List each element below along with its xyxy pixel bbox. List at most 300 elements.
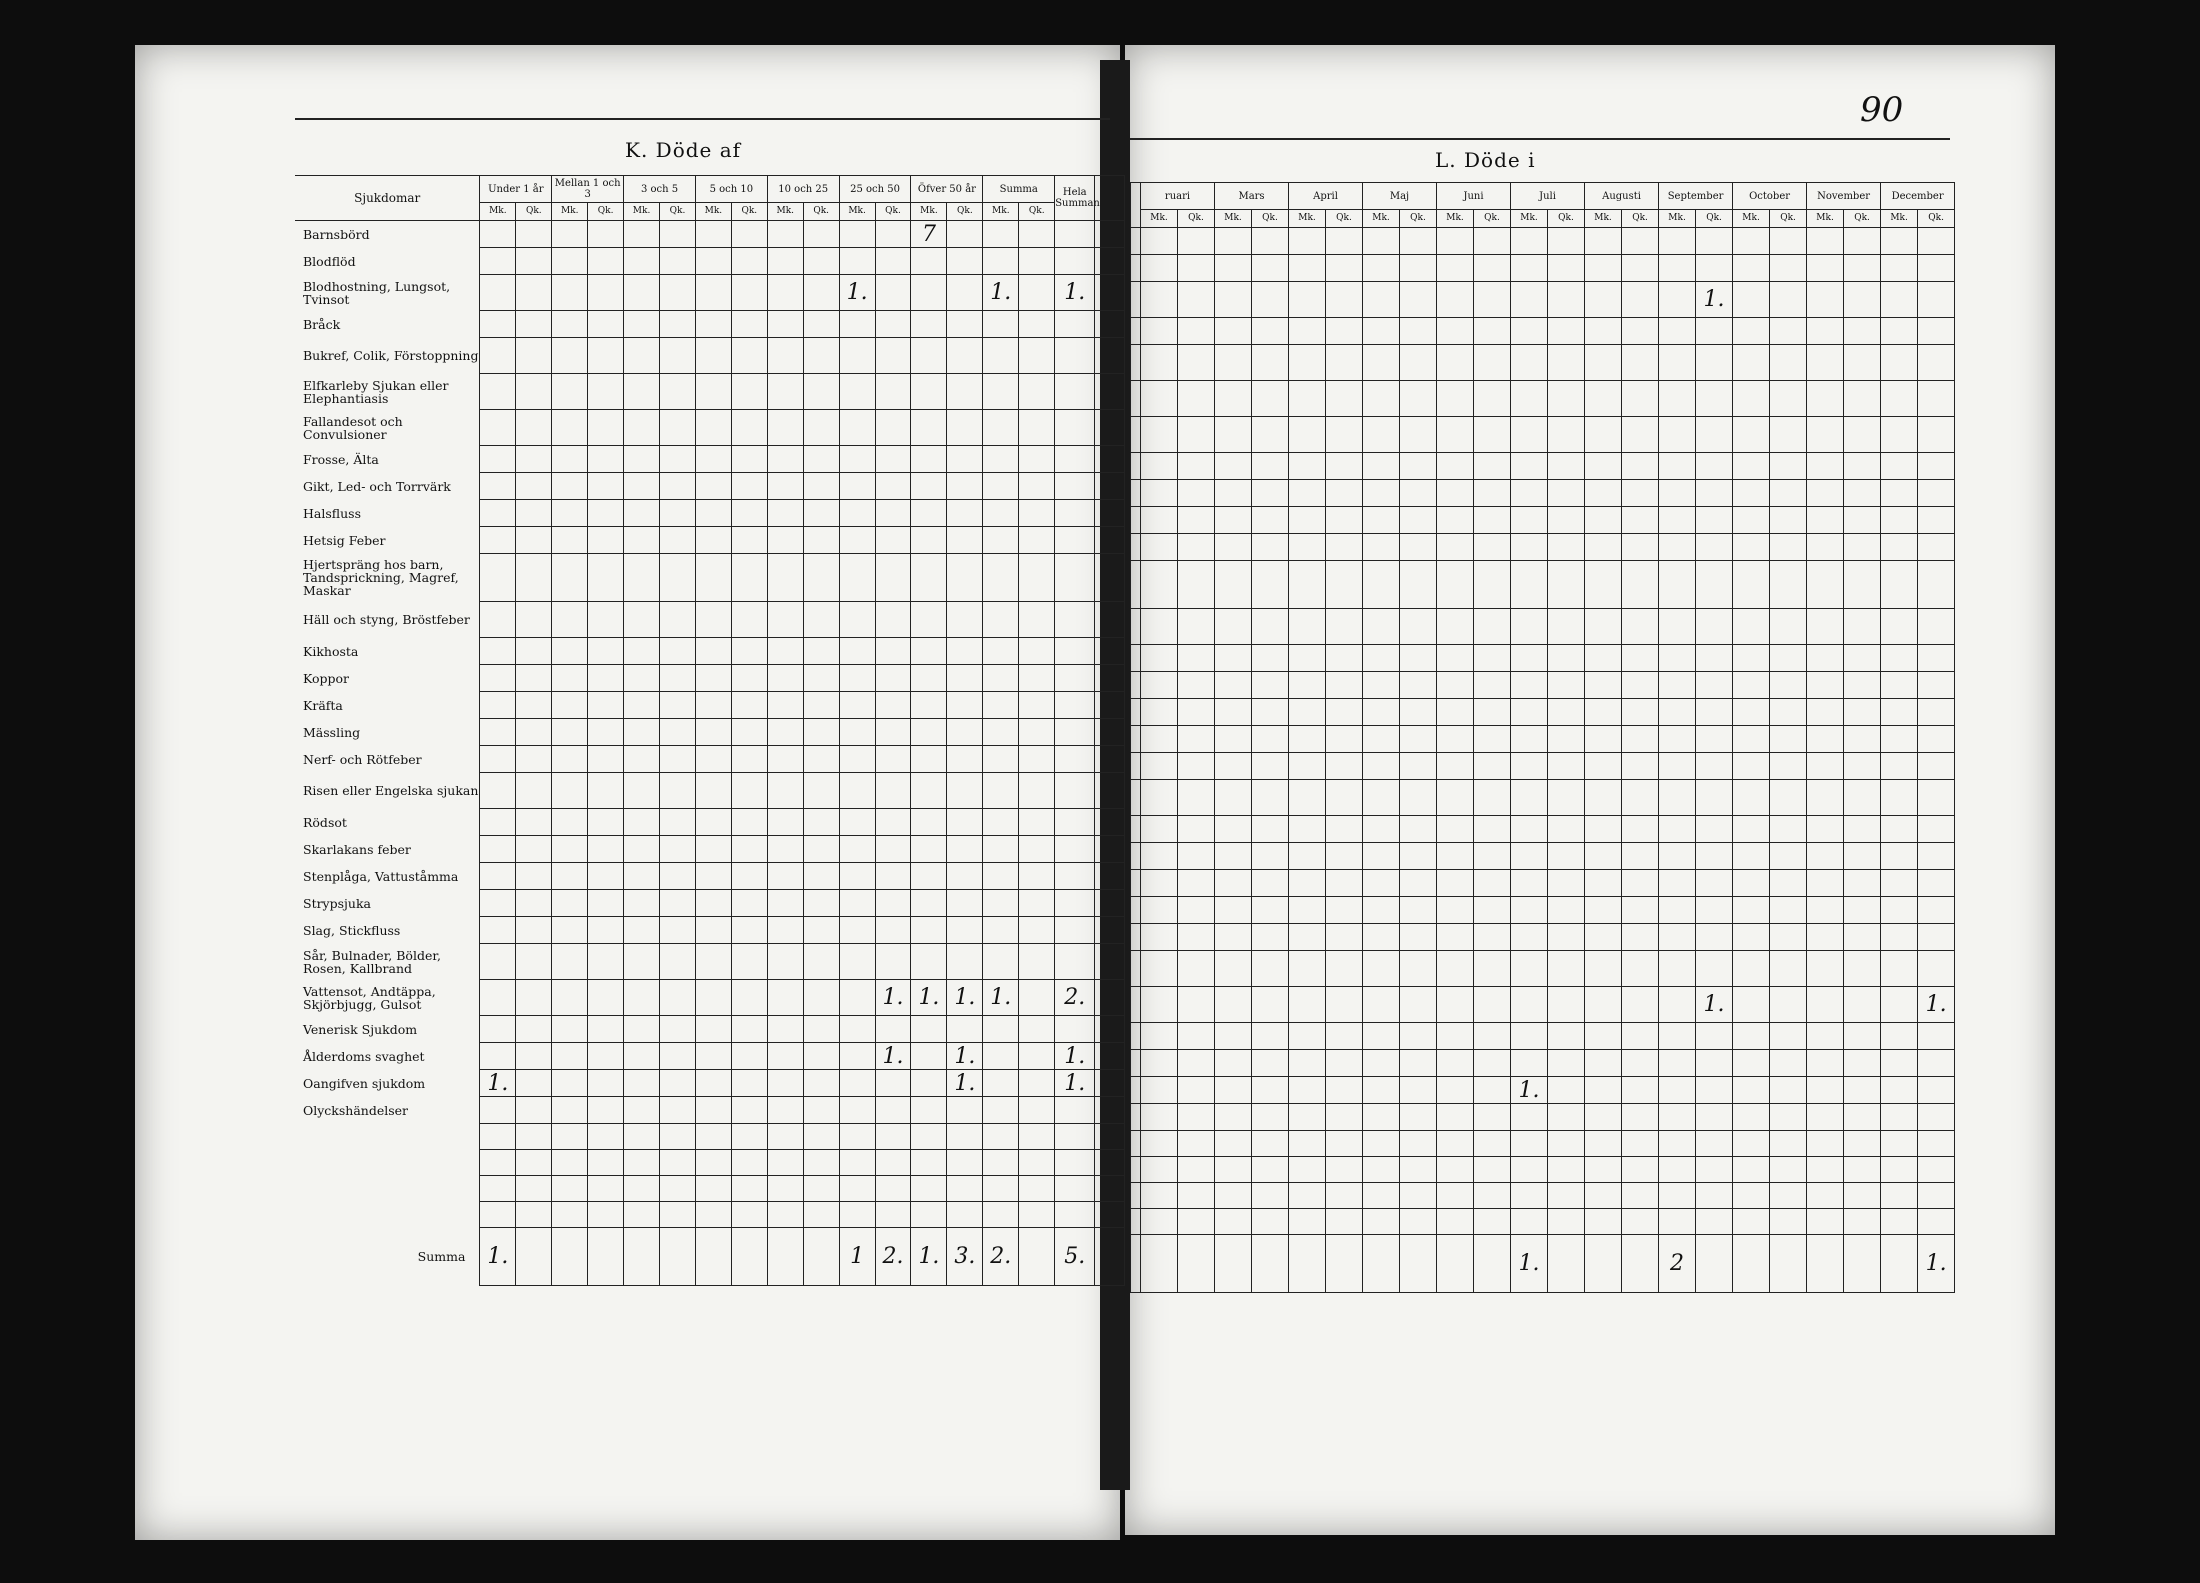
count-cell (731, 1176, 767, 1202)
disease-name: Blodflöd (295, 248, 480, 275)
count-cell (767, 554, 803, 602)
count-cell (1696, 1077, 1733, 1104)
count-cell (803, 836, 839, 863)
count-cell (1141, 417, 1178, 453)
count-cell (1178, 453, 1215, 480)
count-cell (1807, 1157, 1844, 1183)
count-cell (1437, 345, 1474, 381)
count-cell (1585, 561, 1622, 609)
count-cell (767, 890, 803, 917)
count-cell (839, 692, 875, 719)
count-cell (1019, 1043, 1055, 1070)
count-cell (1770, 780, 1807, 816)
count-cell (839, 248, 875, 275)
count-cell (552, 773, 588, 809)
count-cell (1733, 924, 1770, 951)
count-cell (1363, 870, 1400, 897)
count-cell (1622, 282, 1659, 318)
count-cell (624, 638, 660, 665)
count-cell (480, 500, 516, 527)
count-cell (1095, 602, 1125, 638)
count-cell (1622, 672, 1659, 699)
count-cell (552, 527, 588, 554)
count-cell (695, 638, 731, 665)
count-cell (1326, 870, 1363, 897)
count-cell (1659, 480, 1696, 507)
count-cell (1437, 672, 1474, 699)
count-cell (1696, 507, 1733, 534)
count-cell (947, 890, 983, 917)
count-cell (1289, 645, 1326, 672)
count-cell: 1. (947, 1043, 983, 1070)
count-cell (1326, 1183, 1363, 1209)
count-cell (695, 248, 731, 275)
count-cell (1807, 780, 1844, 816)
count-cell (1807, 753, 1844, 780)
count-cell (911, 602, 947, 638)
count-cell (1733, 816, 1770, 843)
count-cell (1807, 609, 1844, 645)
count-cell (480, 1043, 516, 1070)
count-cell (1548, 897, 1585, 924)
count-cell (1881, 534, 1918, 561)
count-cell (1696, 699, 1733, 726)
count-cell (1474, 1023, 1511, 1050)
count-cell (1474, 609, 1511, 645)
count-cell (1770, 1131, 1807, 1157)
count-cell (1095, 473, 1125, 500)
count-cell (1289, 987, 1326, 1023)
count-cell (1215, 843, 1252, 870)
count-cell (1844, 1077, 1881, 1104)
disease-name: Gikt, Led- och Torrvärk (295, 473, 480, 500)
count-cell (1400, 870, 1437, 897)
count-cell (1881, 345, 1918, 381)
disease-name: Koppor (295, 665, 480, 692)
count-cell (624, 311, 660, 338)
count-cell (1918, 699, 1955, 726)
count-cell (839, 473, 875, 500)
count-cell (1252, 987, 1289, 1023)
count-cell (1659, 1104, 1696, 1131)
count-cell (516, 410, 552, 446)
count-cell (803, 1016, 839, 1043)
count-cell (1400, 1157, 1437, 1183)
count-cell (1696, 951, 1733, 987)
count-cell (1511, 1157, 1548, 1183)
sum-cell (695, 1228, 731, 1286)
count-cell (588, 1016, 624, 1043)
count-cell (1511, 507, 1548, 534)
count-cell (911, 1124, 947, 1150)
count-cell (1095, 980, 1125, 1016)
count-cell (731, 311, 767, 338)
count-cell (480, 602, 516, 638)
count-cell (1733, 1209, 1770, 1235)
count-cell (1215, 480, 1252, 507)
count-cell (1019, 602, 1055, 638)
count-cell (624, 275, 660, 311)
count-cell (767, 473, 803, 500)
count-cell (1622, 1157, 1659, 1183)
table-row (295, 275, 1125, 311)
sex-label: Mk. (552, 203, 588, 221)
count-cell (1696, 381, 1733, 417)
count-cell (1770, 951, 1807, 987)
count-cell (1548, 1104, 1585, 1131)
count-cell (1474, 753, 1511, 780)
count-cell (1585, 924, 1622, 951)
count-cell (1055, 554, 1095, 602)
count-cell: 1. (875, 980, 911, 1016)
count-cell (624, 221, 660, 248)
count-cell (516, 221, 552, 248)
count-cell (983, 1150, 1019, 1176)
disease-name: Elfkarleby Sjukan eller Elephantiasis (295, 374, 480, 410)
count-cell (1696, 1157, 1733, 1183)
count-cell (1659, 1131, 1696, 1157)
count-cell (516, 980, 552, 1016)
count-cell (660, 338, 696, 374)
count-cell (695, 809, 731, 836)
cut-cell (1131, 345, 1141, 381)
cut-cell (1131, 480, 1141, 507)
count-cell (480, 863, 516, 890)
count-cell (1289, 1023, 1326, 1050)
count-cell (1363, 255, 1400, 282)
count-cell (1095, 275, 1125, 311)
table-row (1131, 1023, 1955, 1050)
cut-cell (1131, 1157, 1141, 1183)
count-cell (1585, 1050, 1622, 1077)
count-cell (695, 719, 731, 746)
count-cell (947, 638, 983, 665)
count-cell (695, 917, 731, 944)
sum-cell: 1 (839, 1228, 875, 1286)
count-cell (1055, 473, 1095, 500)
sum-cell (1400, 1235, 1437, 1293)
count-cell (1881, 507, 1918, 534)
table-row (1131, 534, 1955, 561)
count-cell (1585, 345, 1622, 381)
count-cell (1178, 1104, 1215, 1131)
count-cell (480, 527, 516, 554)
count-cell (875, 1150, 911, 1176)
count-cell (1770, 1077, 1807, 1104)
count-cell (1659, 726, 1696, 753)
count-cell (1733, 672, 1770, 699)
count-cell (1252, 381, 1289, 417)
count-cell (803, 863, 839, 890)
count-cell (947, 473, 983, 500)
count-cell (1019, 980, 1055, 1016)
count-cell (1095, 374, 1125, 410)
count-cell (1881, 282, 1918, 318)
count-cell (767, 248, 803, 275)
count-cell (875, 1016, 911, 1043)
count-cell (516, 1124, 552, 1150)
count-cell (1659, 672, 1696, 699)
count-cell (1289, 1131, 1326, 1157)
count-cell (1326, 417, 1363, 453)
count-cell (1622, 561, 1659, 609)
disease-name (295, 1176, 480, 1202)
count-cell (1918, 1131, 1955, 1157)
count-cell (1622, 609, 1659, 645)
count-cell (480, 1202, 516, 1228)
count-cell (1326, 453, 1363, 480)
disease-name: Bukref, Colik, Förstoppning (295, 338, 480, 374)
count-cell (552, 1043, 588, 1070)
count-cell (1019, 773, 1055, 809)
count-cell (911, 692, 947, 719)
count-cell (1659, 561, 1696, 609)
count-cell (1548, 987, 1585, 1023)
cut-cell (1131, 816, 1141, 843)
count-cell (1178, 1023, 1215, 1050)
count-cell (516, 746, 552, 773)
count-cell (1844, 699, 1881, 726)
sum-cell: 3. (947, 1228, 983, 1286)
count-cell (1844, 561, 1881, 609)
count-cell (911, 248, 947, 275)
count-cell (624, 746, 660, 773)
count-cell (1511, 1209, 1548, 1235)
count-cell (1019, 1124, 1055, 1150)
count-cell (552, 1150, 588, 1176)
count-cell (1770, 318, 1807, 345)
count-cell (1215, 753, 1252, 780)
count-cell (803, 1202, 839, 1228)
count-cell (1548, 1209, 1585, 1235)
count-cell (1585, 699, 1622, 726)
count-cell (1881, 897, 1918, 924)
count-cell (695, 410, 731, 446)
count-cell (1807, 699, 1844, 726)
count-cell (516, 446, 552, 473)
count-cell (839, 773, 875, 809)
count-cell (1659, 1023, 1696, 1050)
count-cell (480, 311, 516, 338)
count-cell (1548, 753, 1585, 780)
count-cell (803, 692, 839, 719)
count-cell (1055, 1150, 1095, 1176)
count-cell (947, 665, 983, 692)
count-cell (767, 410, 803, 446)
count-cell (731, 665, 767, 692)
count-cell (1807, 951, 1844, 987)
count-cell (1141, 870, 1178, 897)
count-cell (983, 311, 1019, 338)
count-cell (839, 917, 875, 944)
count-cell (1807, 534, 1844, 561)
table-row (1131, 1050, 1955, 1077)
count-cell (660, 836, 696, 863)
sex-label: Mk. (1363, 210, 1400, 228)
count-cell (1622, 843, 1659, 870)
count-cell (1844, 951, 1881, 987)
count-cell (1659, 645, 1696, 672)
count-cell (875, 527, 911, 554)
count-cell (1474, 345, 1511, 381)
count-cell (1437, 897, 1474, 924)
count-cell (803, 746, 839, 773)
table-row (295, 719, 1125, 746)
count-cell (1622, 1077, 1659, 1104)
count-cell (624, 1070, 660, 1097)
count-cell (1363, 843, 1400, 870)
count-cell (695, 1176, 731, 1202)
count-cell (947, 1202, 983, 1228)
count-cell (1474, 417, 1511, 453)
count-cell (1252, 1157, 1289, 1183)
count-cell (1659, 255, 1696, 282)
count-cell (1918, 870, 1955, 897)
count-cell (983, 1016, 1019, 1043)
count-cell (1770, 1209, 1807, 1235)
count-cell (1548, 228, 1585, 255)
count-cell (1844, 870, 1881, 897)
count-cell (983, 527, 1019, 554)
count-cell (1215, 1183, 1252, 1209)
count-cell (1178, 480, 1215, 507)
count-cell (875, 602, 911, 638)
count-cell (1881, 1077, 1918, 1104)
count-cell (1289, 699, 1326, 726)
count-cell (1400, 480, 1437, 507)
count-cell (1363, 1050, 1400, 1077)
count-cell (947, 719, 983, 746)
count-cell (588, 1043, 624, 1070)
count-cell (1252, 318, 1289, 345)
count-cell (1659, 699, 1696, 726)
count-cell (1733, 282, 1770, 318)
count-cell (1141, 453, 1178, 480)
disease-name: Blodhostning, Lungsot, Tvinsot (295, 275, 480, 311)
count-cell (875, 446, 911, 473)
count-cell (1511, 780, 1548, 816)
count-cell (1696, 924, 1733, 951)
disease-name: Oangifven sjukdom (295, 1070, 480, 1097)
count-cell (1733, 318, 1770, 345)
sum-cell: 2. (983, 1228, 1019, 1286)
count-cell (1844, 1050, 1881, 1077)
age-group-header: Under 1 år (480, 176, 552, 203)
count-cell (803, 773, 839, 809)
count-cell (480, 446, 516, 473)
count-cell (1622, 645, 1659, 672)
count-cell (588, 248, 624, 275)
count-cell (1511, 318, 1548, 345)
count-cell (1141, 255, 1178, 282)
count-cell (1095, 410, 1125, 446)
count-cell (552, 863, 588, 890)
count-cell (1918, 318, 1955, 345)
count-cell (1585, 255, 1622, 282)
count-cell (1252, 507, 1289, 534)
count-cell (1696, 417, 1733, 453)
count-cell (731, 446, 767, 473)
count-cell (695, 500, 731, 527)
table-row (295, 221, 1125, 248)
count-cell (1141, 609, 1178, 645)
count-cell (624, 692, 660, 719)
count-cell (1141, 951, 1178, 987)
count-cell (1095, 836, 1125, 863)
sex-label: Qk. (1770, 210, 1807, 228)
table-row (295, 446, 1125, 473)
count-cell (1881, 1209, 1918, 1235)
count-cell (839, 1016, 875, 1043)
count-cell (588, 746, 624, 773)
count-cell (1326, 1157, 1363, 1183)
count-cell (1770, 1183, 1807, 1209)
count-cell (803, 1070, 839, 1097)
sum-cell: 1. (1511, 1235, 1548, 1293)
count-cell (983, 863, 1019, 890)
count-cell (803, 473, 839, 500)
count-cell (1055, 836, 1095, 863)
count-cell (1252, 924, 1289, 951)
count-cell (1055, 1016, 1095, 1043)
count-cell (1400, 228, 1437, 255)
count-cell (1659, 780, 1696, 816)
count-cell (1844, 1209, 1881, 1235)
sum-row (1131, 1235, 1955, 1293)
count-cell (1659, 843, 1696, 870)
sum-label: Summa (295, 1228, 480, 1286)
cut-cell (1131, 843, 1141, 870)
count-cell (1696, 816, 1733, 843)
count-cell (1585, 816, 1622, 843)
count-cell (731, 1016, 767, 1043)
count-cell (624, 602, 660, 638)
count-cell (1918, 534, 1955, 561)
count-cell (983, 773, 1019, 809)
count-cell (695, 890, 731, 917)
count-cell (1437, 480, 1474, 507)
count-cell (911, 836, 947, 863)
count-cell (1095, 1150, 1125, 1176)
count-cell (839, 719, 875, 746)
count-cell (1400, 951, 1437, 987)
count-cell (1019, 1097, 1055, 1124)
count-cell (1326, 282, 1363, 318)
count-cell (1918, 816, 1955, 843)
count-cell (660, 746, 696, 773)
count-cell (1289, 381, 1326, 417)
count-cell (695, 374, 731, 410)
table-row (295, 1202, 1125, 1228)
count-cell (1474, 282, 1511, 318)
count-cell (1770, 987, 1807, 1023)
count-cell (767, 1202, 803, 1228)
count-cell (1252, 726, 1289, 753)
table-row (1131, 897, 1955, 924)
count-cell (1511, 645, 1548, 672)
count-cell (1363, 951, 1400, 987)
count-cell (1326, 228, 1363, 255)
sum-cell (1807, 1235, 1844, 1293)
count-cell (1178, 870, 1215, 897)
count-cell (1881, 417, 1918, 453)
count-cell (1252, 843, 1289, 870)
count-cell (1844, 318, 1881, 345)
count-cell (1363, 897, 1400, 924)
count-cell (839, 1043, 875, 1070)
table-row (1131, 1104, 1955, 1131)
count-cell (1622, 1183, 1659, 1209)
